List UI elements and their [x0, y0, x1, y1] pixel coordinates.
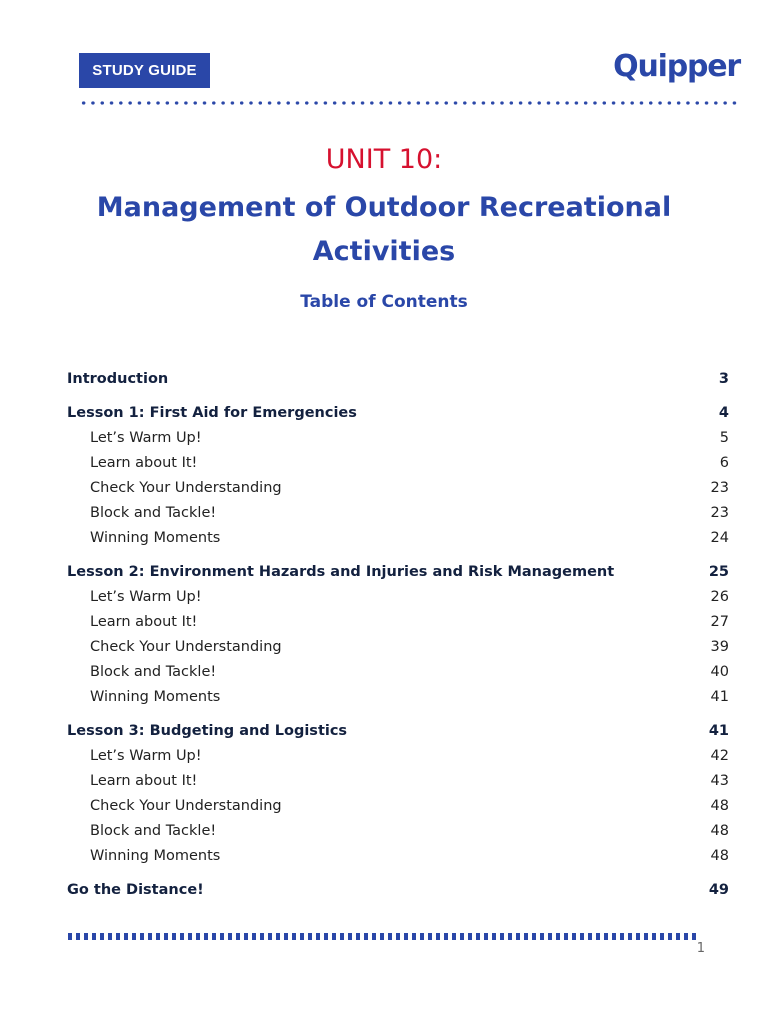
- unit-label: UNIT 10:: [325, 144, 443, 175]
- toc-entry-lesson-2[interactable]: [67, 561, 729, 583]
- toc-entry-label: Let’s Warm Up!: [90, 589, 202, 605]
- toc-entry-page: 48: [710, 798, 729, 814]
- toc-entry-page: 48: [710, 823, 729, 839]
- toc-subentry[interactable]: [67, 661, 729, 683]
- toc-subentry[interactable]: [67, 770, 729, 792]
- toc-subentry[interactable]: [67, 477, 729, 499]
- toc-entry-page: 24: [710, 530, 729, 546]
- toc-heading: Table of Contents: [300, 292, 468, 312]
- toc-entry-label: Winning Moments: [90, 689, 221, 705]
- footer-divider: [68, 933, 700, 940]
- toc-entry-label: Learn about It!: [90, 773, 198, 789]
- toc-entry-page: 26: [710, 589, 729, 605]
- toc-entry-page: 41: [710, 689, 729, 705]
- toc-subentry[interactable]: [67, 795, 729, 817]
- header-divider: [79, 101, 740, 105]
- toc-subentry[interactable]: [67, 502, 729, 524]
- toc-entry-page: 39: [710, 639, 729, 655]
- toc-entry-label: Lesson 2: Environment Hazards and Injuries and Risk Management: [67, 564, 615, 580]
- toc-subentry[interactable]: [67, 820, 729, 842]
- toc-entry-page: 40: [710, 664, 729, 680]
- toc-entry-label: Check Your Understanding: [90, 798, 282, 814]
- toc-entry-label: Lesson 3: Budgeting and Logistics: [67, 723, 348, 739]
- toc-entry-page: 48: [710, 848, 729, 864]
- toc-subentry[interactable]: [67, 745, 729, 767]
- toc-entry-introduction[interactable]: [67, 368, 729, 390]
- toc-entry-page: 6: [719, 455, 729, 471]
- toc-entry-go-the-distance[interactable]: [67, 879, 729, 901]
- toc-entry-label: Introduction: [67, 371, 169, 387]
- toc-entry-page: 23: [710, 505, 729, 521]
- page-number: 1: [696, 941, 705, 956]
- toc-subentry[interactable]: [67, 427, 729, 449]
- toc-entry-label: Check Your Understanding: [90, 480, 282, 496]
- toc-entry-lesson-3[interactable]: [67, 720, 729, 742]
- toc-entry-page: 5: [719, 430, 729, 446]
- toc-entry-label: Go the Distance!: [67, 882, 204, 898]
- toc-entry-label: Let’s Warm Up!: [90, 748, 202, 764]
- toc-entry-page: 27: [710, 614, 729, 630]
- quipper-logo: Quipper: [613, 49, 740, 84]
- toc-subentry[interactable]: [67, 452, 729, 474]
- toc-entry-page: 41: [708, 723, 729, 739]
- toc-entry-label: Check Your Understanding: [90, 639, 282, 655]
- toc-entry-label: Block and Tackle!: [90, 505, 217, 521]
- toc-subentry[interactable]: [67, 527, 729, 549]
- toc-entry-label: Winning Moments: [90, 848, 221, 864]
- toc-entry-page: 42: [710, 748, 729, 764]
- title-line-2: Activities: [312, 236, 456, 267]
- toc-entry-page: 3: [718, 371, 729, 387]
- toc-subentry[interactable]: [67, 845, 729, 867]
- toc-subentry[interactable]: [67, 586, 729, 608]
- toc-entry-page: 49: [708, 882, 729, 898]
- toc-entry-label: Learn about It!: [90, 614, 198, 630]
- toc-subentry[interactable]: [67, 636, 729, 658]
- title-line-1: Management of Outdoor Recreational: [96, 192, 672, 223]
- toc-entry-page: 23: [710, 480, 729, 496]
- study-guide-badge: STUDY GUIDE: [79, 53, 210, 88]
- toc-entry-page: 4: [718, 405, 729, 421]
- toc-entry-label: Winning Moments: [90, 530, 221, 546]
- toc-entry-lesson-1[interactable]: [67, 402, 729, 424]
- toc-entry-label: Lesson 1: First Aid for Emergencies: [67, 405, 357, 421]
- toc-subentry[interactable]: [67, 686, 729, 708]
- toc-subentry[interactable]: [67, 611, 729, 633]
- toc-entry-label: Block and Tackle!: [90, 823, 217, 839]
- toc-entry-page: 43: [710, 773, 729, 789]
- toc-entry-label: Learn about It!: [90, 455, 198, 471]
- toc-entry-page: 25: [708, 564, 729, 580]
- page-title: [0, 186, 768, 274]
- toc-entry-label: Block and Tackle!: [90, 664, 217, 680]
- toc-entry-label: Let’s Warm Up!: [90, 430, 202, 446]
